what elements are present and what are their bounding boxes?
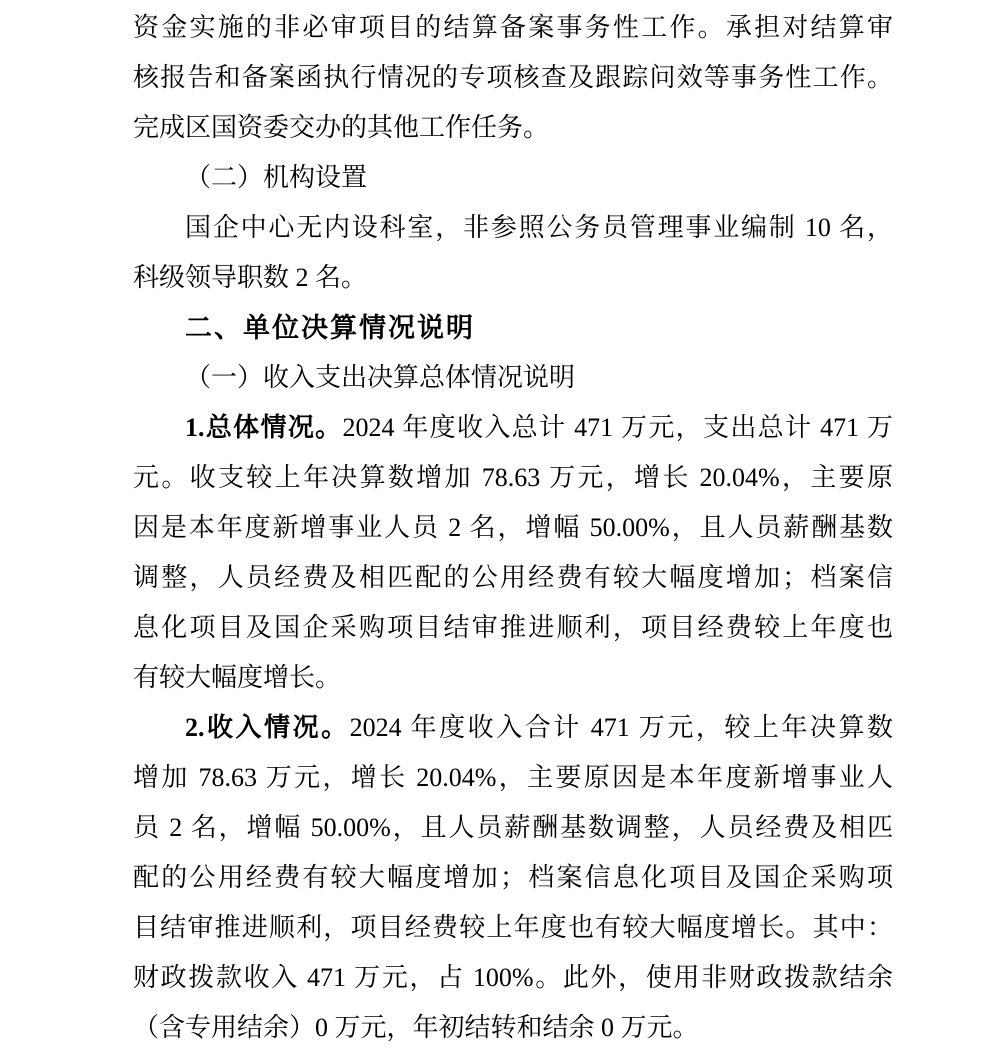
text-line: 息化项目及国企采购项目结审推进顺利，项目经费较上年度也 bbox=[133, 613, 893, 642]
text-run: 2024 年度收入总计 471 万元，支出总计 471 万 bbox=[342, 413, 893, 442]
text-line: 国企中心无内设科室，非参照公务员管理事业编制 10 名， bbox=[185, 213, 893, 242]
subsection-heading: （二）机构设置 bbox=[185, 163, 368, 192]
text-line: 调整，人员经费及相匹配的公用经费有较大幅度增加；档案信 bbox=[133, 563, 893, 592]
text-line: 配的公用经费有较大幅度增加；档案信息化项目及国企采购项 bbox=[133, 863, 893, 892]
text-line: 员 2 名，增幅 50.00%，且人员薪酬基数调整，人员经费及相匹 bbox=[133, 813, 893, 842]
document-text-block bbox=[133, 3, 893, 1053]
text-line: 核报告和备案函执行情况的专项核查及跟踪问效等事务性工作。 bbox=[133, 63, 893, 92]
text-line: 元。收支较上年决算数增加 78.63 万元，增长 20.04%，主要原 bbox=[133, 463, 893, 492]
bold-run: 1.总体情况。 bbox=[185, 413, 343, 442]
text-line: （含专用结余）0 万元，年初结转和结余 0 万元。 bbox=[133, 1013, 699, 1042]
text-line: 资金实施的非必审项目的结算备案事务性工作。承担对结算审 bbox=[133, 13, 893, 42]
text-line: 目结审推进顺利，项目经费较上年度也有较大幅度增长。其中： bbox=[133, 913, 893, 942]
text-line bbox=[133, 403, 893, 453]
text-line: 因是本年度新增事业人员 2 名，增幅 50.00%，且人员薪酬基数 bbox=[133, 513, 893, 542]
text-line bbox=[133, 703, 893, 753]
text-line: 财政拨款收入 471 万元，占 100%。此外，使用非财政拨款结余 bbox=[133, 963, 893, 992]
text-line: 科级领导职数 2 名。 bbox=[133, 263, 368, 292]
text-line: 有较大幅度增长。 bbox=[133, 663, 342, 692]
section-heading: 二、单位决算情况说明 bbox=[185, 313, 475, 343]
text-line: 增加 78.63 万元，增长 20.04%，主要原因是本年度新增事业人 bbox=[133, 763, 893, 792]
text-run: 2024 年度收入合计 471 万元，较上年决算数 bbox=[349, 713, 893, 742]
text-line: 完成区国资委交办的其他工作任务。 bbox=[133, 113, 550, 142]
bold-run: 2.收入情况。 bbox=[185, 713, 350, 742]
subsection-heading: （一）收入支出决算总体情况说明 bbox=[185, 363, 576, 392]
